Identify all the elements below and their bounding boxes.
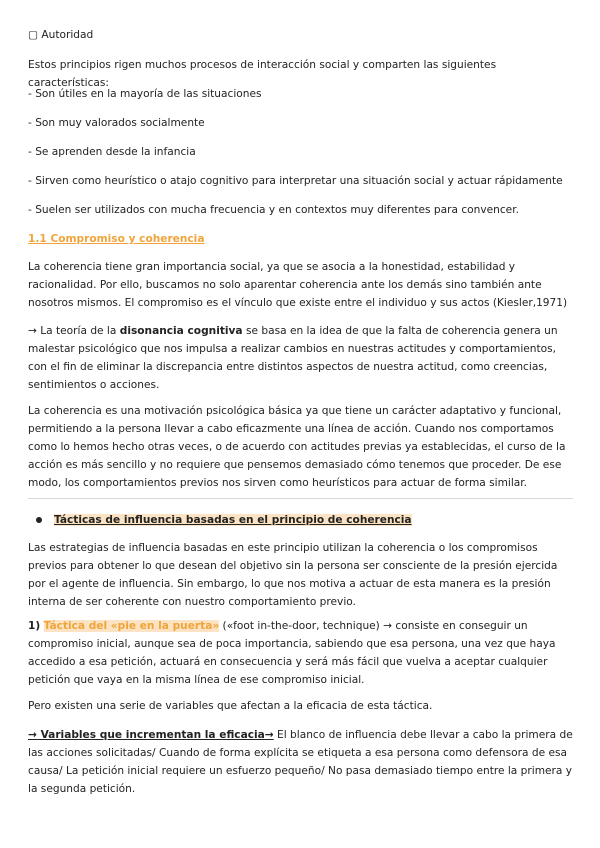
- trait-item-2: - Son muy valorados socialmente: [28, 117, 205, 129]
- dissonance-term: disonancia cognitiva: [119, 325, 243, 337]
- authority-label: Autoridad: [41, 29, 94, 41]
- dissonance-paragraph: [28, 322, 573, 394]
- dissonance-text: se basa en la idea de que la falta de coherencia genera un malestar psicológico que nos impulsa a realizar cambios en nuestras actitudes y comportamientos, con el fin de eliminar la discrepancia entre distintos aspectos de nuestra actitud, como creencias, sentimientos o acciones.: [28, 325, 558, 391]
- principles-paragraph: Estos principios rigen muchos procesos de interacción social y comparten las siguientes características:: [28, 59, 497, 89]
- trait-item-1: - Son útiles en la mayoría de las situaciones: [28, 88, 262, 100]
- variables-intro: Pero existen una serie de variables que afectan a la eficacia de esta táctica.: [28, 700, 433, 712]
- dissonance-prefix: → La teoría de la: [28, 325, 120, 337]
- variables-label: → Variables que incrementan la eficacia→: [28, 729, 274, 741]
- strategies-paragraph: Las estrategias de influencia basadas en este principio utilizan la coherencia o los compromisos previos para obtener lo que desean del objetivo sin la persona ser consciente de la presión ejercida por el agente de influencia. Sin embargo, lo que nos motiva a actuar de esta manera es la presión interna de ser coherente con nuestro comportamiento previo.: [28, 542, 558, 608]
- item-number: 1): [28, 620, 41, 632]
- bullet-dot-icon: [36, 517, 42, 523]
- motivation-paragraph: La coherencia es una motivación psicológica básica ya que tiene un carácter adaptativo y funcional, permitiendo a la persona llevar a cabo eficazmente una línea de acción. Cuando nos comportamos como lo hemos hecho otras veces, o de acuerdo con actitudes previas ya establecidas, el curso de la acción es más sencillo y no requiere que pensemos demasiado cómo tenemos que proceder. De ese modo, los comportamientos previos nos sirven como heurísticos para actuar de forma similar.: [28, 405, 566, 489]
- tactics-bullet-heading: [28, 511, 573, 529]
- variables-text: El blanco de influencia debe llevar a cabo la primera de las acciones solicitadas/ Cuando de forma explícita se etiqueta a esa persona como defensora de esa causa/ La petición inicial requiere un esfuerzo pequeño/ No pasa demasiado tiempo entre la primera y la segunda petición.: [28, 729, 573, 795]
- variables-paragraph: [28, 726, 573, 798]
- square-bullet-icon: ▢: [28, 29, 39, 41]
- foot-in-door-text: («foot in-the-door, technique) → consiste en conseguir un compromiso inicial, aunque sea de poca importancia, sabiendo que esa persona, una vez que haya accedido a esa petición, actuará en consecuencia y será más fácil que vuelva a aceptar cualquier petición que vaya en la misma línea de ese compromiso inicial.: [28, 620, 556, 686]
- section-heading: 1.1 Compromiso y coherencia: [28, 233, 205, 245]
- trait-item-5: - Suelen ser utilizados con mucha frecuencia y en contextos muy diferentes para convencer.: [28, 204, 519, 216]
- coherence-paragraph: La coherencia tiene gran importancia social, ya que se asocia a la honestidad, estabilidad y racionalidad. Por ello, buscamos no solo aparentar coherencia ante los demás sino también ante nosotros mismos. El compromiso es el vínculo que existe entre el individuo y sus actos (Kiesler,1971): [28, 261, 568, 309]
- section-divider: [28, 498, 573, 499]
- tactics-heading-text: Tácticas de influencia basadas en el principio de coherencia: [54, 514, 412, 526]
- foot-in-door-item: [28, 617, 573, 689]
- trait-item-3: - Se aprenden desde la infancia: [28, 146, 196, 158]
- authority-line: [28, 26, 573, 44]
- trait-item-4: - Sirven como heurístico o atajo cognitivo para interpretar una situación social y actuar rápidamente: [28, 175, 563, 187]
- foot-in-door-title: Táctica del «pie en la puerta»: [43, 620, 220, 632]
